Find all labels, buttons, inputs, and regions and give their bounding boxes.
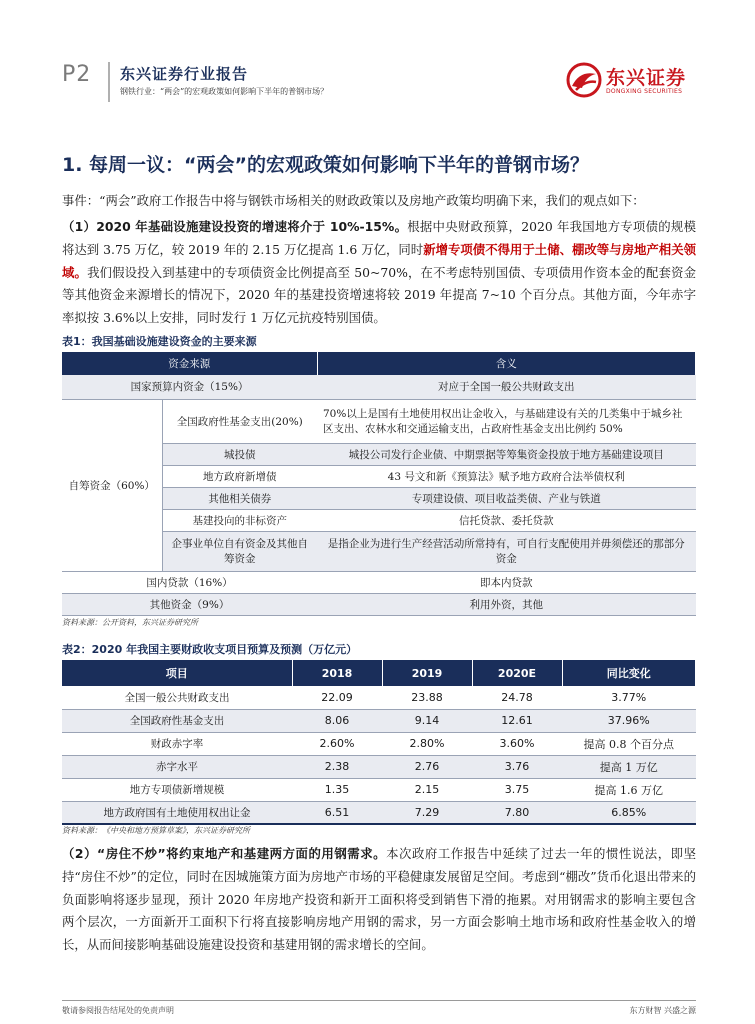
table-cell-change: 提高 0.8 个百分点: [562, 732, 696, 755]
table-row: [62, 593, 696, 615]
table-cell-source: 城投债: [162, 443, 317, 465]
table-cell-value: 2.38: [292, 755, 382, 778]
report-name: 东兴证券行业报告: [120, 65, 249, 83]
table-cell-value: 23.88: [382, 686, 472, 709]
table-header-item: 项目: [62, 660, 292, 686]
table-row: [62, 399, 696, 443]
table-cell-change: 提高 1.6 万亿: [562, 778, 696, 801]
logo-text-cn: 东兴证券: [606, 67, 687, 89]
table-cell-source: 全国政府性基金支出(20%): [162, 399, 317, 443]
table-2-caption: 表2：2020 年我国主要财政收支项目预算及预测（万亿元）: [62, 643, 358, 656]
table-header-row: [62, 352, 696, 375]
table-cell-source: 地方政府新增债: [162, 465, 317, 487]
table-cell-item: 地方政府国有土地使用权出让金: [62, 801, 292, 824]
logo-mark-icon: [566, 62, 602, 98]
page-header: [62, 60, 696, 104]
table-header-2018: 2018: [292, 660, 382, 686]
header-divider: [108, 62, 110, 102]
table-row: [62, 709, 696, 732]
funding-sources-table: [62, 352, 696, 616]
table-cell-value: 9.14: [382, 709, 472, 732]
table-cell-value: 6.51: [292, 801, 382, 824]
table-header-source: 资金来源: [62, 352, 317, 375]
table-cell-value: 2.80%: [382, 732, 472, 755]
paragraph-1-highlight: 新增专项债不得用于土储、棚改等与房地产相关领域。: [62, 241, 696, 280]
table-cell-meaning: 专项建设债、项目收益类债、产业与铁道: [317, 487, 696, 509]
table-cell-source: 国家预算内资金（15%）: [62, 375, 317, 399]
table-row: [62, 686, 696, 709]
table-2-source: 资料来源：《中央和地方预算草案》，东兴证券研究所: [62, 826, 250, 835]
table-cell-change: 提高 1 万亿: [562, 755, 696, 778]
paragraph-2-text: 本次政府工作报告中延续了过去一年的惯性说法，即坚持“房住不炒”的定位，同时在因城施策方面为房地产市场的平稳健康发展留足空间。考虑到“棚改”货币化退出带来的负面影响将逐步显现，预计 2020 年房地产投资和新开工面积将受到销售下滑的拖累。对用钢需求的影响主要包含两个层次，一方面新开工面积下行将直接影响房地产用钢的需求，另一方面会影响土地市场和政府性基金收入的增长，从而间接影响基础设施建设投资和基建用钢的需求增长的空间。: [62, 846, 696, 953]
section-title: 1. 每周一议：“两会”的宏观政策如何影响下半年的普钢市场？: [62, 154, 590, 176]
table-row: [62, 755, 696, 778]
paragraph-1-text-b: 我们假设投入到基建中的专项债资金比例提高至 50~70%，在不考虑特别国债、专项债用作资本金的配套资金等其他资金来源增长的情况下，2020 年的基建投资增速将较 2019 年提高 7~10 个百分点。其他方面，今年赤字率拟按 3.6%以上安排，同时发行 1 万亿元抗疫特别国债。: [62, 264, 696, 326]
table-cell-value: 2.15: [382, 778, 472, 801]
table-row: [62, 375, 696, 399]
table-row: [62, 801, 696, 824]
table-row: [62, 732, 696, 755]
table-cell-value: 3.76: [472, 755, 562, 778]
table-cell-meaning: 即本内贷款: [317, 571, 696, 593]
table-cell-value: 3.75: [472, 778, 562, 801]
table-cell-meaning: 城投公司发行企业债、中期票据等筹集资金投放于地方基础建设项目: [317, 443, 696, 465]
table-cell-source: 其他资金（9%）: [62, 593, 317, 615]
logo-text-en: DONGXING SECURITIES: [606, 88, 683, 95]
intro-paragraph: 事件：“两会”政府工作报告中将与钢铁市场相关的财政政策以及房地产政策均明确下来，我们的观点如下：: [62, 193, 645, 208]
table-cell-meaning: 利用外资，其他: [317, 593, 696, 615]
table-cell-source: 其他相关债券: [162, 487, 317, 509]
table-cell-meaning: 70%以上是国有土地使用权出让金收入，与基础建设有关的几类集中于城乡社区支出、农林水和交通运输支出，占政府性基金支出比例约 50%: [317, 399, 696, 443]
fiscal-budget-table: [62, 660, 696, 825]
table-row: [62, 571, 696, 593]
table-cell-value: 12.61: [472, 709, 562, 732]
table-cell-item: 赤字水平: [62, 755, 292, 778]
table-header-2019: 2019: [382, 660, 472, 686]
table-1-caption: 表1：我国基础设施建设资金的主要来源: [62, 335, 257, 348]
table-1-source: 资料来源：公开资料，东兴证券研究所: [62, 618, 198, 627]
table-cell-change: 37.96%: [562, 709, 696, 732]
table-header-row: [62, 660, 696, 686]
table-cell-value: 1.35: [292, 778, 382, 801]
table-row: [62, 778, 696, 801]
table-cell-item: 全国政府性基金支出: [62, 709, 292, 732]
table-cell-item: 财政赤字率: [62, 732, 292, 755]
table-header-meaning: 含义: [317, 352, 696, 375]
table-cell-value: 22.09: [292, 686, 382, 709]
footer-divider: [62, 1000, 696, 1001]
table-cell-source: 国内贷款（16%）: [62, 571, 317, 593]
table-cell-value: 24.78: [472, 686, 562, 709]
table-cell-item: 全国一般公共财政支出: [62, 686, 292, 709]
table-cell-meaning: 对应于全国一般公共财政支出: [317, 375, 696, 399]
paragraph-1-heading: （1）2020 年基础设施建设投资的增速将介于 10%-15%。: [62, 219, 408, 234]
footer-slogan: 东方财智 兴盛之源: [629, 1006, 696, 1015]
table-cell-source: 企事业单位自有资金及其他自筹资金: [162, 531, 317, 571]
table-cell-meaning: 信托贷款、委托贷款: [317, 509, 696, 531]
table-cell-value: 7.29: [382, 801, 472, 824]
table-cell-value: 7.80: [472, 801, 562, 824]
company-logo: [566, 60, 696, 100]
report-subtitle: 钢铁行业：“两会”的宏观政策如何影响下半年的普钢市场？: [120, 87, 329, 96]
paragraph-1-text-a: 根据中央财政预算，2020 年我国地方专项债的规模将达到 3.75 万亿，较 2019 年的 2.15 万亿提高 1.6 万亿，同时: [62, 219, 696, 257]
table-header-2020e: 2020E: [472, 660, 562, 686]
table-cell-change: 3.77%: [562, 686, 696, 709]
table-cell-value: 2.76: [382, 755, 472, 778]
table-cell-meaning: 是指企业为进行生产经营活动所常持有，可自行支配使用并毋须偿还的那部分资金: [317, 531, 696, 571]
table-cell-value: 8.06: [292, 709, 382, 732]
table-cell-change: 6.85%: [562, 801, 696, 824]
paragraph-2-heading: （2）“房住不炒”将约束地产和基建两方面的用钢需求。: [62, 846, 387, 861]
table-cell-source: 基建投向的非标资产: [162, 509, 317, 531]
page-number: P2: [62, 62, 92, 87]
self-raised-label: 自筹资金（60%）: [62, 399, 162, 571]
paragraph-housing: [62, 843, 696, 957]
table-cell-item: 地方专项债新增规模: [62, 778, 292, 801]
table-cell-value: 2.60%: [292, 732, 382, 755]
table-cell-meaning: 43 号文和新《预算法》赋予地方政府合法举债权利: [317, 465, 696, 487]
table-cell-value: 3.60%: [472, 732, 562, 755]
footer-disclaimer: 敬请参阅报告结尾处的免责声明: [62, 1006, 174, 1015]
table-header-change: 同比变化: [562, 660, 696, 686]
paragraph-infrastructure: [62, 216, 696, 330]
